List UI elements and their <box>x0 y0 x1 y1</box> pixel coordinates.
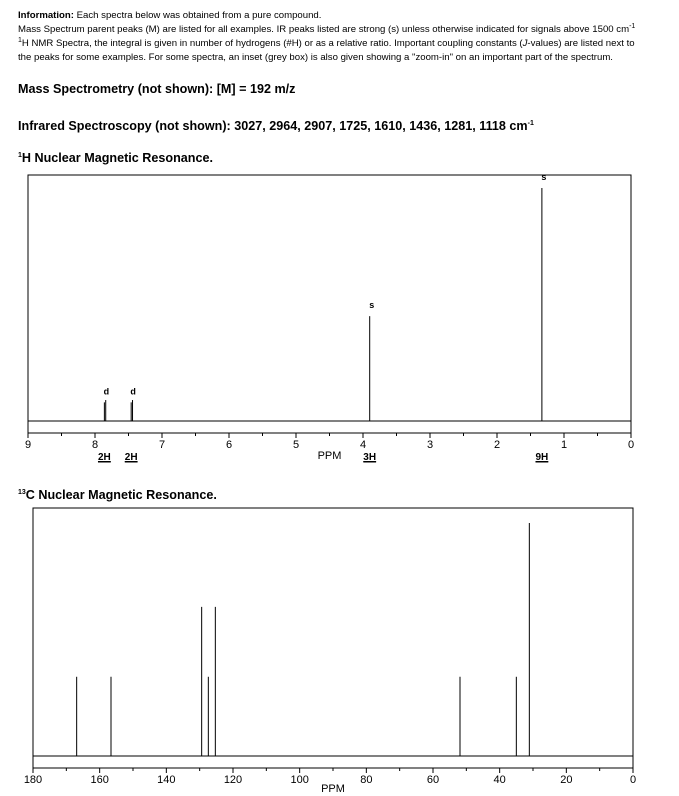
hnmr-peak-integral: 9H <box>535 452 549 463</box>
hnmr-peak-multiplicity: s <box>369 300 375 311</box>
cnmr-tick-label: 80 <box>360 774 373 786</box>
cnmr-tick-label: 40 <box>493 774 506 786</box>
hnmr-frame <box>28 175 631 433</box>
hnmr-tick-label: 4 <box>359 439 367 451</box>
cnmr-tick-label: 160 <box>90 774 109 786</box>
hnmr-tick-label: 7 <box>158 439 166 451</box>
cnmr-frame <box>33 508 633 768</box>
hnmr-tick-label: 9 <box>24 439 32 451</box>
info-line3b: -values) are listed next to <box>527 38 635 49</box>
hnmr-xlabel: PPM <box>317 450 342 462</box>
hnmr-tick-label: 5 <box>292 439 300 451</box>
info-label: Information: <box>18 10 74 21</box>
mass-spec-text: Mass Spectrometry (not shown): [M] = 192 m/z <box>18 82 296 96</box>
cnmr-tick-label: 20 <box>560 774 573 786</box>
ir-text: Infrared Spectroscopy (not shown): 3027, 2964, 2907, 1725, 1610, 1436, 1281, 1118 cm <box>18 119 528 133</box>
cnmr-tick-label: 180 <box>23 774 43 786</box>
info-line3-sup: 1 <box>18 36 22 44</box>
cnmr-tick-label: 0 <box>629 774 637 786</box>
hnmr-peak-integral: 2H <box>124 452 138 463</box>
hnmr-tick-label: 1 <box>560 439 568 451</box>
hnmr-peak-multiplicity: s <box>541 172 547 182</box>
hnmr-sup: 1 <box>18 151 22 159</box>
cnmr-tick-label: 140 <box>157 774 176 786</box>
info-line2: Mass Spectrum parent peaks (M) are listed for all examples. IR peaks listed are strong (s) unless otherwise indicated for signals above 1500 cm <box>18 24 630 35</box>
info-line1: Each spectra below was obtained from a pure compound. <box>76 10 322 21</box>
hnmr-peak-integral: 2H <box>97 452 111 463</box>
hnmr-tick-label: 6 <box>225 439 233 451</box>
hnmr-title: H Nuclear Magnetic Resonance. <box>21 151 213 165</box>
hnmr-peak-integral: 3H <box>363 452 377 463</box>
cnmr-xlabel: PPM <box>321 783 345 795</box>
hnmr-tick-label: 2 <box>493 439 501 451</box>
cnmr-title: C Nuclear Magnetic Resonance. <box>25 488 217 502</box>
hnmr-peak-multiplicity: d <box>130 386 136 397</box>
info-line2-sup: -1 <box>629 22 636 30</box>
info-line3a: H NMR Spectra, the integral is given in number of hydrogens (#H) or as a relative ratio. Important coupling constants ( <box>21 38 523 49</box>
cnmr-tick-label: 100 <box>290 774 309 786</box>
info-line3-j: J <box>522 38 528 49</box>
hnmr-tick-label: 0 <box>627 439 635 451</box>
info-line4: the peaks for some examples. For some spectra, an inset (grey box) is also given showing a "zoom-in" on an important part of the spectrum. <box>18 52 613 63</box>
ir-sup: -1 <box>527 119 534 127</box>
hnmr-tick-label: 3 <box>426 439 434 451</box>
cnmr-tick-label: 60 <box>426 774 440 786</box>
cnmr-sup: 13 <box>18 488 26 496</box>
hnmr-peak-multiplicity: d <box>103 386 110 397</box>
cnmr-tick-label: 120 <box>223 774 243 786</box>
hnmr-tick-label: 8 <box>91 439 99 451</box>
